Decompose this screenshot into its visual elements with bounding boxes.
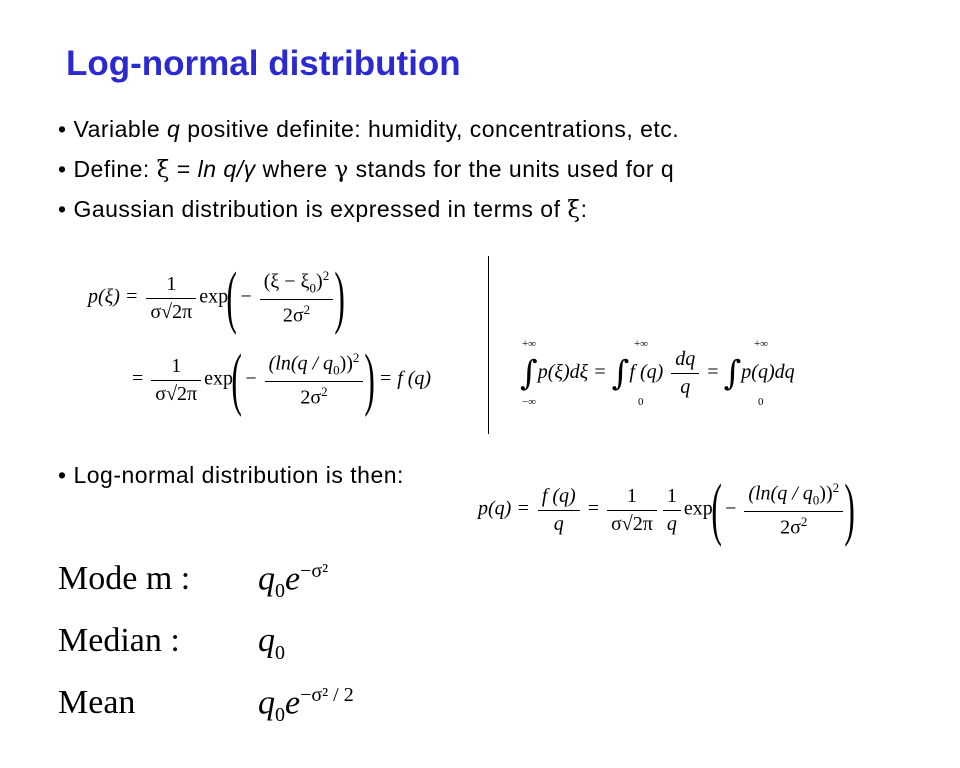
fraction-numerator: 1: [607, 485, 657, 511]
gamma-symbol: γ: [334, 157, 349, 183]
fraction: [744, 480, 843, 539]
denominator-text: 2σ: [780, 516, 801, 539]
bullet-text: where: [255, 156, 335, 182]
left-paren: (: [226, 259, 238, 336]
superscript: −σ² / 2: [300, 684, 354, 706]
stat-exp-base: e: [285, 684, 301, 722]
superscript: 2: [352, 350, 360, 366]
integral-lower-limit: 0: [758, 396, 764, 408]
fraction: [607, 485, 657, 536]
slide-title: Log-normal distribution: [66, 44, 461, 83]
eq-lhs: p(q) =: [478, 497, 530, 520]
exp-label: exp: [204, 367, 234, 390]
integrand: p(q)dq: [741, 361, 795, 384]
superscript: −σ²: [300, 560, 329, 582]
equation-gaussian-q: [132, 340, 431, 420]
minus-sign: −: [240, 285, 252, 308]
left-paren: (: [711, 471, 722, 548]
exp-label: exp: [199, 285, 229, 308]
bullet-text: positive definite: humidity, concentrations, etc.: [180, 116, 680, 142]
bullet-text: :: [580, 196, 588, 222]
fraction-numerator: [744, 480, 843, 512]
minus-sign: −: [245, 367, 257, 390]
fraction-numerator: f (q): [538, 485, 580, 511]
superscript: 2: [321, 384, 328, 399]
left-paren: (: [231, 341, 242, 418]
bullet-text: • Define:: [58, 156, 157, 182]
equation-gaussian-xi: [88, 258, 344, 338]
superscript: 2: [832, 480, 840, 496]
fraction-denominator: [260, 300, 333, 328]
integral-sign: ∫: [611, 353, 630, 394]
numerator-text: (ξ − ξ: [263, 271, 310, 293]
integral-upper-limit: +∞: [754, 338, 769, 350]
eq-rhs: = f (q): [378, 367, 432, 390]
integral-sign: ∫: [723, 353, 742, 394]
integral-sign: ∫: [520, 353, 538, 394]
fraction-denominator: q: [553, 512, 564, 535]
stat-median: [58, 622, 285, 665]
fraction-denominator: q: [680, 376, 691, 398]
divider-line: [488, 256, 489, 434]
fraction-numerator: 1: [146, 273, 196, 299]
integral-upper-limit: +∞: [634, 338, 649, 350]
stat-mode: [58, 560, 328, 603]
numerator-text: (ln(q / q: [748, 483, 813, 505]
fraction-denominator: [265, 382, 364, 410]
fraction-numerator: [265, 350, 364, 382]
stat-value: q: [258, 560, 275, 598]
fraction-denominator: [744, 512, 843, 540]
bullet-text: =: [169, 156, 198, 182]
bullet-gaussian: [58, 196, 587, 223]
fraction: [538, 485, 580, 536]
bullet-positive-definite: [58, 116, 679, 143]
fraction-denominator: q: [666, 512, 677, 535]
right-paren: ): [364, 341, 376, 418]
minus-sign: −: [725, 497, 737, 520]
bullet-text: • Log-normal distribution is then:: [58, 462, 404, 488]
stat-label: Mean: [58, 684, 136, 722]
fraction: [663, 485, 681, 536]
stat-label: Median :: [58, 622, 180, 659]
ln-expression: ln q/γ: [197, 156, 256, 182]
fraction-numerator: [260, 268, 333, 300]
stat-label: Mode m :: [58, 560, 191, 598]
fraction: [671, 348, 699, 399]
denominator-text: 2σ: [282, 304, 304, 327]
stat-mean: [58, 684, 354, 727]
bullet-lognormal: [58, 462, 404, 489]
numerator-text: ): [316, 271, 323, 293]
fraction-numerator: 1: [151, 355, 201, 381]
fraction: [265, 350, 364, 409]
equation-lognormal-pdf: [478, 470, 856, 550]
integral-upper-limit: +∞: [522, 338, 537, 350]
subscript: 0: [333, 363, 340, 378]
integrand: f (q): [629, 361, 664, 384]
superscript: 2: [322, 268, 330, 284]
fraction: [260, 268, 333, 327]
superscript: 2: [303, 302, 311, 317]
bullet-text: • Variable: [58, 116, 168, 142]
equals-sign: =: [587, 497, 599, 520]
bullet-text: stands for the units used for q: [348, 156, 675, 182]
integral-lower-limit: 0: [638, 396, 644, 408]
integral-lower-limit: −∞: [522, 396, 537, 408]
subscript: 0: [275, 704, 285, 727]
numerator-text: (ln(q / q: [268, 353, 334, 375]
bullet-define: [58, 156, 674, 183]
stat-exp-base: e: [285, 560, 301, 598]
fraction-denominator: σ√2π: [150, 300, 193, 323]
fraction: [151, 355, 201, 406]
denominator-text: 2σ: [300, 386, 322, 409]
fraction: [146, 273, 196, 324]
stat-value: q: [258, 622, 275, 659]
eq-lhs: p(ξ) =: [88, 285, 139, 308]
right-paren: ): [844, 471, 856, 548]
integrand: p(ξ)dξ =: [537, 361, 607, 384]
numerator-text: )): [819, 483, 833, 505]
exp-label: exp: [683, 497, 713, 520]
superscript: 2: [800, 514, 808, 529]
bullet-text: • Gaussian distribution is expressed in terms of: [58, 196, 568, 222]
fraction-numerator: dq: [671, 348, 699, 374]
fraction-numerator: 1: [663, 485, 681, 511]
right-paren: ): [334, 259, 346, 336]
equals-sign: =: [707, 361, 719, 384]
subscript: 0: [812, 493, 820, 508]
subscript: 0: [275, 580, 285, 603]
stat-value: q: [258, 684, 275, 722]
xi-symbol: ξ: [567, 197, 581, 223]
subscript: 0: [309, 281, 317, 296]
variable-q: q: [167, 116, 181, 142]
xi-symbol: ξ: [156, 157, 170, 183]
numerator-text: )): [339, 353, 353, 375]
fraction-denominator: σ√2π: [155, 382, 198, 405]
subscript: 0: [275, 641, 285, 664]
fraction-denominator: σ√2π: [611, 512, 653, 535]
equals-sign: =: [132, 367, 144, 390]
